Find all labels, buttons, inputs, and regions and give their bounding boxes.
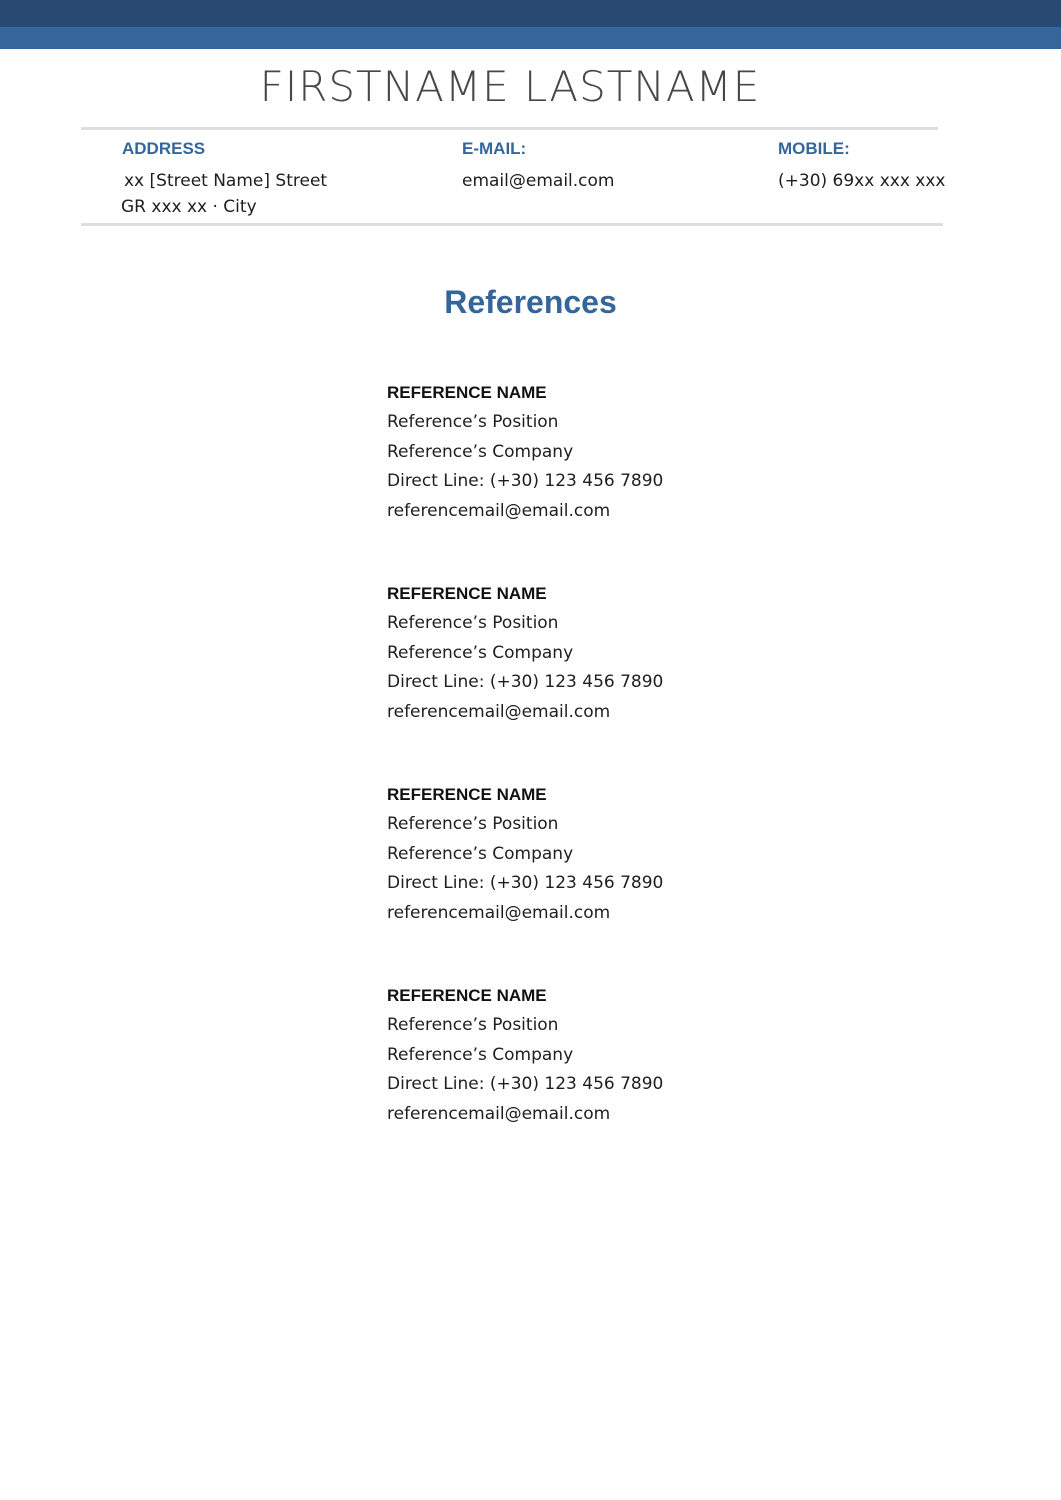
reference-company: Reference’s Company (387, 1044, 574, 1065)
reference-name: REFERENCE NAME (387, 785, 547, 804)
reference-position: Reference’s Position (387, 412, 559, 432)
reference-name: REFERENCE NAME (387, 383, 547, 402)
section-title: References (444, 284, 617, 320)
email-label: E-MAIL: (462, 139, 527, 158)
reference-company: Reference’s Company (387, 642, 574, 663)
reference-entry (387, 981, 807, 1129)
reference-position: Reference’s Position (387, 814, 559, 834)
reference-entry (387, 579, 807, 727)
reference-entry (387, 378, 807, 526)
reference-email: referencemail@email.com (387, 902, 611, 923)
reference-email: referencemail@email.com (387, 1103, 611, 1124)
header-band-light (0, 27, 1061, 49)
contact-divider-top (81, 127, 938, 130)
contact-divider-bottom (81, 223, 943, 226)
reference-direct-line: Direct Line: (+30) 123 456 7890 (387, 873, 664, 893)
reference-direct-line: Direct Line: (+30) 123 456 7890 (387, 1074, 664, 1094)
reference-email: referencemail@email.com (387, 701, 611, 722)
mobile-label: MOBILE: (778, 139, 850, 158)
email-value: email@email.com (462, 171, 615, 191)
reference-name: REFERENCE NAME (387, 584, 547, 603)
reference-email: referencemail@email.com (387, 500, 611, 521)
reference-entry (387, 780, 807, 928)
reference-name: REFERENCE NAME (387, 986, 547, 1005)
reference-direct-line: Direct Line: (+30) 123 456 7890 (387, 672, 664, 692)
address-line-1: xx [Street Name] Street (124, 171, 328, 191)
reference-position: Reference’s Position (387, 1015, 559, 1035)
mobile-value: (+30) 69xx xxx xxx (778, 171, 946, 191)
reference-company: Reference’s Company (387, 843, 574, 864)
address-label: ADDRESS (122, 139, 206, 158)
candidate-name: FIRSTNAME LASTNAME (259, 62, 761, 111)
header-band-dark (0, 0, 1061, 27)
reference-position: Reference’s Position (387, 613, 559, 633)
address-line-2: GR xxx xx · City (121, 197, 257, 217)
reference-direct-line: Direct Line: (+30) 123 456 7890 (387, 471, 664, 491)
reference-company: Reference’s Company (387, 441, 574, 462)
